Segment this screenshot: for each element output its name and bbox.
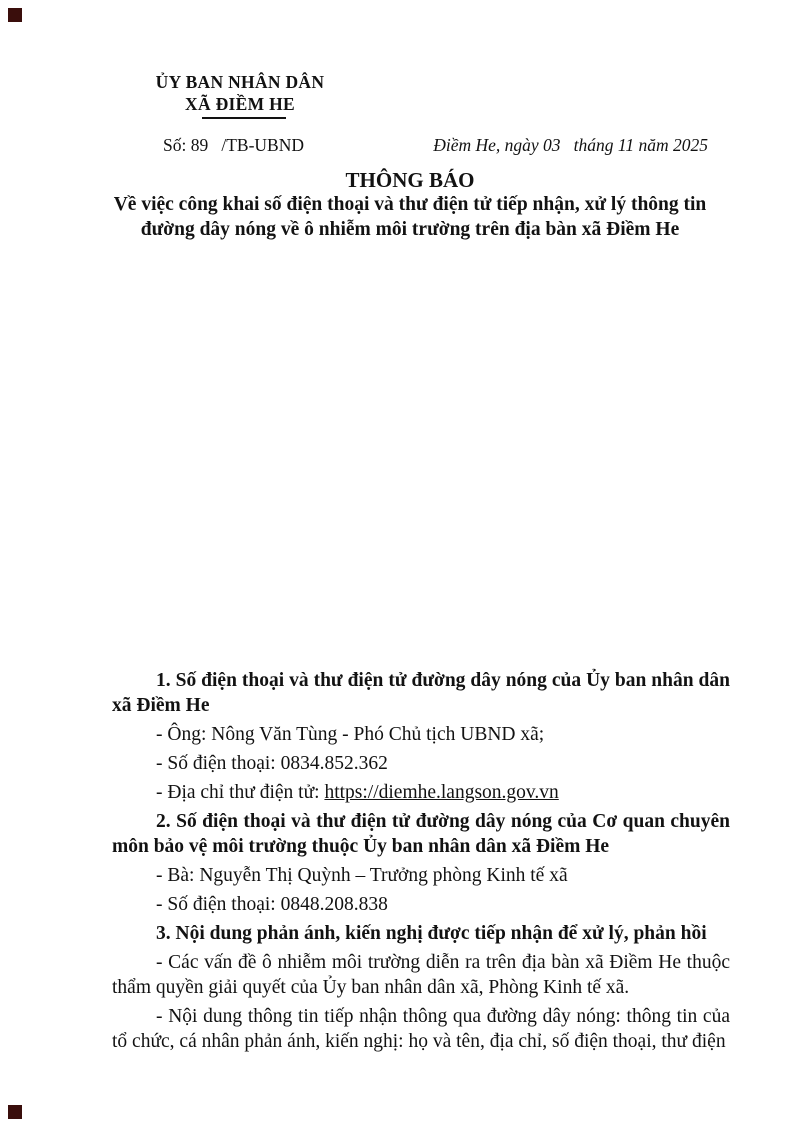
issuing-org-line2: XÃ ĐIỀM HE [185,94,295,114]
issuing-org-line1: ỦY BAN NHÂN DÂN [155,72,325,92]
section-3-heading: 3. Nội dung phản ánh, kiến nghị được tiếp nhận để xử lý, phản hồi [156,923,707,944]
document-subject: Về việc công khai số điện thoại và thư điện tử tiếp nhận, xử lý thông tin đường dây nóng về ô nhiễm môi trường trên địa bàn xã Điềm He [113,194,707,240]
email-hyperlink[interactable]: https://diemhe.langson.gov.vn [324,782,559,803]
document-number: Số: 89 /TB-UBND [163,135,304,155]
section-2-contact-person: - Bà: Nguyễn Thị Quỳnh – Trưởng phòng Kinh tế xã [156,865,568,886]
section-2-phone-number: - Số điện thoại: 0848.208.838 [156,894,388,915]
email-label: - Địa chỉ thư điện tử: [156,782,325,803]
org-underline-divider [202,117,286,119]
scan-corner-mark-bottom-left [8,1105,22,1119]
document-body [112,668,730,1058]
section-3-paragraph-2: - Nội dung thông tin tiếp nhận thông qua đường dây nóng: thông tin của tổ chức, cá nhân phản ánh, kiến nghị: họ và tên, địa chỉ, số điện thoại, thư điện [112,1006,730,1052]
section-1-email-line [112,780,730,805]
section-1-heading: 1. Số điện thoại và thư điện tử đường dây nóng của Ủy ban nhân dân xã Điềm He [112,670,730,716]
section-1-contact-person: - Ông: Nông Văn Tùng - Phó Chủ tịch UBND xã; [156,724,545,745]
section-3-paragraph-1: - Các vấn đề ô nhiễm môi trường diễn ra trên địa bàn xã Điềm He thuộc thẩm quyền giải quyết của Ủy ban nhân dân xã, Phòng Kinh tế xã. [112,952,730,998]
place-and-date: Điềm He, ngày 03 tháng 11 năm 2025 [433,135,708,155]
scan-corner-mark-top-left [8,8,22,22]
section-2-heading: 2. Số điện thoại và thư điện tử đường dây nóng của Cơ quan chuyên môn bảo vệ môi trường thuộc Ủy ban nhân dân xã Điềm He [112,811,730,857]
document-title: THÔNG BÁO [345,168,475,192]
issuing-organization [148,71,332,119]
section-1-phone-number: - Số điện thoại: 0834.852.362 [156,753,388,774]
